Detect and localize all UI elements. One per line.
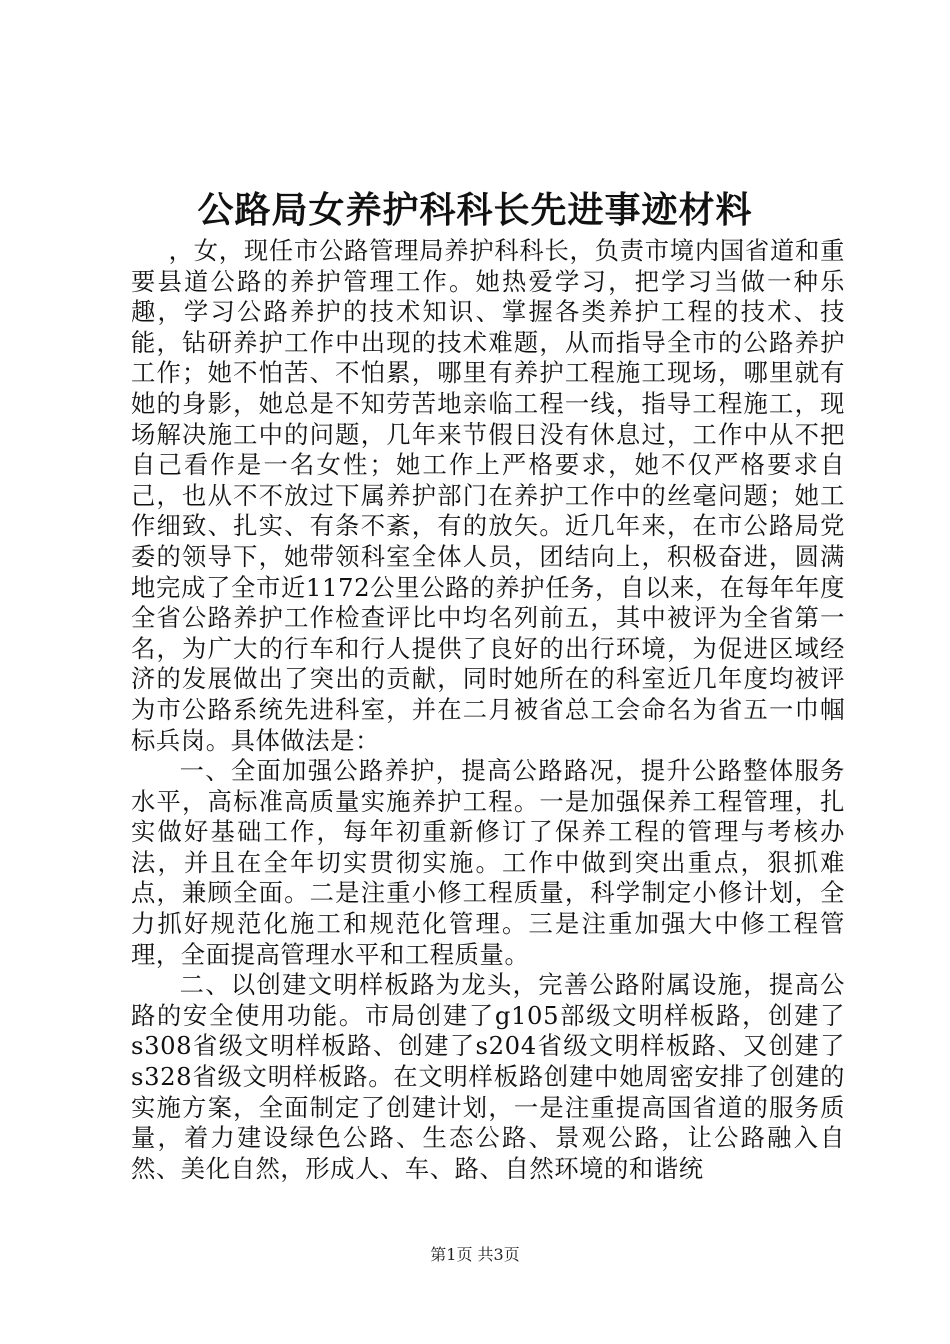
page-number-footer: 第1页 共3页 [430, 1245, 520, 1264]
document-body [131, 236, 845, 1184]
paragraph-section-two: 二、以创建文明样板路为龙头，完善公路附属设施，提高公路的安全使用功能。市局创建了g105部级文明样板路，创建了s308省级文明样板路、创建了s204省级文明样板路、又创建了s328省级文明样板路。在文明样板路创建中她周密安排了创建的实施方案，全面制定了创建计划，一是注重提高国省道的服务质量，着力建设绿色公路、生态公路、景观公路，让公路融入自然、美化自然，形成人、车、路、自然环境的和谐统 [131, 970, 845, 1183]
document-title: 公路局女养护科科长先进事迹材料 [197, 189, 753, 231]
paragraph-intro: ，女，现任市公路管理局养护科科长，负责市境内国省道和重要县道公路的养护管理工作。她热爱学习，把学习当做一种乐趣，学习公路养护的技术知识、掌握各类养护工程的技术、技能，钻研养护工作中出现的技术难题，从而指导全市的公路养护工作；她不怕苦、不怕累，哪里有养护工程施工现场，哪里就有她的身影，她总是不知劳苦地亲临工程一线，指导工程施工，现场解决施工中的问题，几年来节假日没有休息过，工作中从不把自己看作是一名女性；她工作上严格要求，她不仅严格要求自己，也从不不放过下属养护部门在养护工作中的丝毫问题；她工作细致、扎实、有条不紊，有的放矢。近几年来，在市公路局党委的领导下，她带领科室全体人员，团结向上，积极奋进，圆满地完成了全市近1172公里公路的养护任务，自以来，在每年年度全省公路养护工作检查评比中均名列前五，其中被评为全省第一名，为广大的行车和行人提供了良好的出行环境，为促进区域经济的发展做出了突出的贡献，同时她所在的科室近几年度均被评为市公路系统先进科室，并在二月被省总工会命名为省五一巾帼标兵岗。具体做法是： [131, 236, 845, 755]
paragraph-section-one: 一、全面加强公路养护，提高公路路况，提升公路整体服务水平，高标准高质量实施养护工程。一是加强保养工程管理，扎实做好基础工作，每年初重新修订了保养工程的管理与考核办法，并且在全年切实贯彻实施。工作中做到突出重点，狠抓难点，兼顾全面。二是注重小修工程质量，科学制定小修计划，全力抓好规范化施工和规范化管理。三是注重加强大中修工程管理，全面提高管理水平和工程质量。 [131, 756, 845, 969]
